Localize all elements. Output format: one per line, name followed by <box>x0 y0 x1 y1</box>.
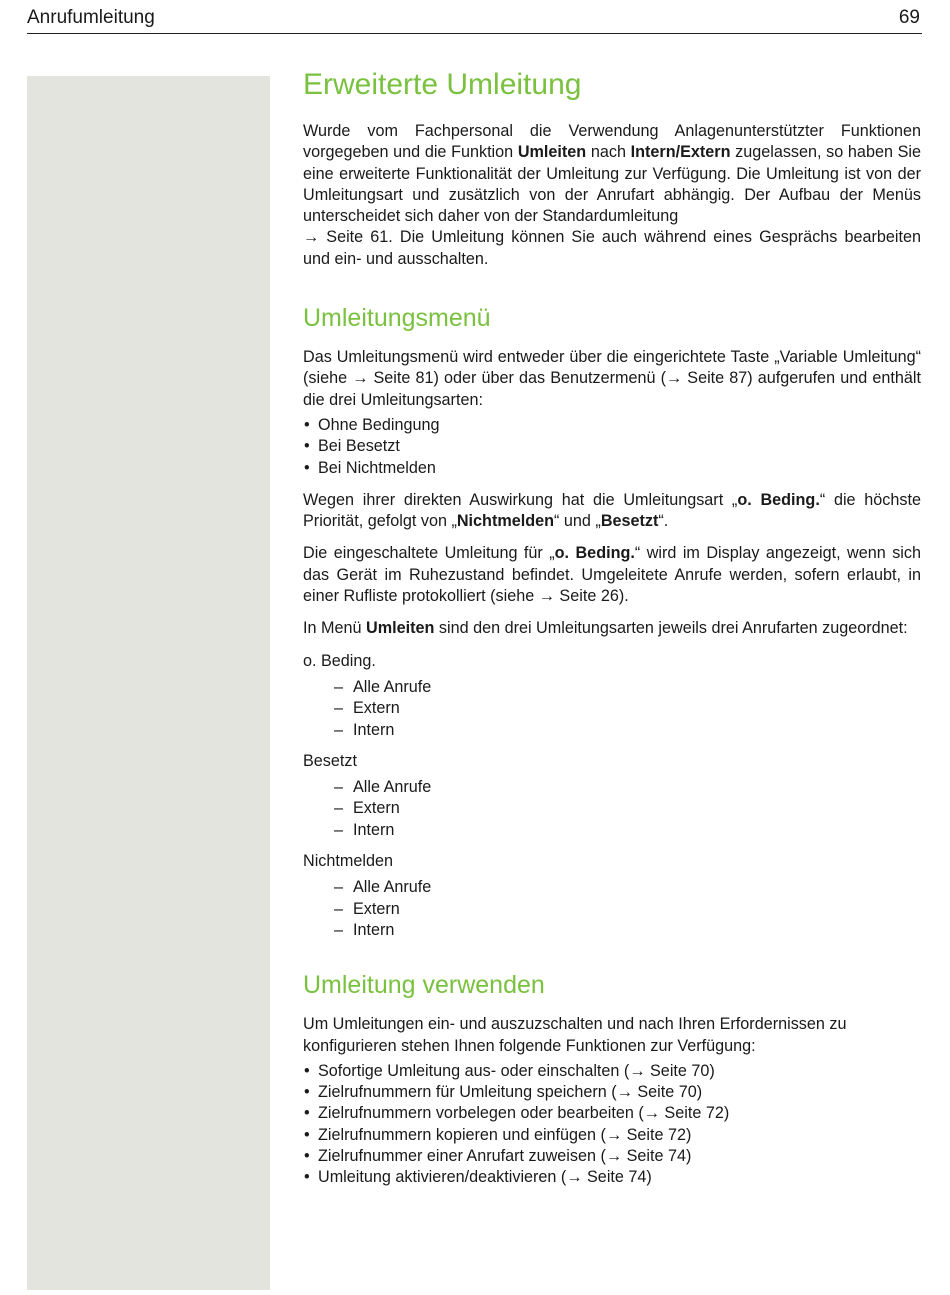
list-item: – Alle Anrufe <box>334 877 921 898</box>
list-item: • Ohne Bedingung <box>303 415 921 436</box>
page-reference-link[interactable]: → Seite 72 <box>605 1125 687 1144</box>
bold-term: o. Beding. <box>737 490 820 509</box>
closing-paren: ) <box>709 1061 715 1080</box>
bold-term: Besetzt <box>600 512 659 531</box>
paragraph-text: “. <box>658 512 669 531</box>
closing-paren: ) <box>685 1146 692 1165</box>
list-item <box>303 1061 921 1082</box>
closing-paren: ) <box>686 1125 692 1144</box>
call-types-list <box>303 777 921 841</box>
paragraph-text: sind den drei Umleitungsarten jeweils drei Anrufarten zugeordnet: <box>434 619 908 638</box>
menu-paragraph <box>303 347 921 411</box>
function-text: Zielrufnummern für Umleitung speichern ( <box>318 1083 617 1102</box>
paragraph-text: Die eingeschaltete Umleitung für „ <box>303 544 555 563</box>
list-item: – Extern <box>334 899 921 920</box>
section-heading-umleitungsmenue: Umleitungsmenü <box>303 304 491 333</box>
intro-text: Wurde vom Fachpersonal die Verwendung Anlagenunterstützter Funktionen vorgegeben und die Funktion <box>303 122 921 162</box>
page-header <box>27 6 922 34</box>
list-item <box>303 1146 921 1167</box>
list-item <box>303 1167 921 1188</box>
paragraph-text: ) oder über das Benutzermenü ( <box>433 369 666 388</box>
list-item: – Intern <box>334 720 921 741</box>
margin-sidebar <box>27 76 270 1290</box>
paragraph-text: ) aufgerufen und enthält die drei Umleitungsarten: <box>303 369 921 409</box>
page-reference-link[interactable]: → Seite 70 <box>616 1083 697 1102</box>
chapter-title: Anrufumleitung <box>27 7 155 28</box>
list-item: – Extern <box>334 798 921 819</box>
intro-text: . Die Umleitung können Sie auch während eines Gesprächs bearbeiten und ein- und ausschalten. <box>303 228 921 268</box>
intro-bold-intern-extern: Intern/Extern <box>630 143 731 162</box>
paragraph-text: ). <box>618 587 629 606</box>
section-heading-umleitung-verwenden: Umleitung verwenden <box>303 971 545 1000</box>
list-item: – Extern <box>334 698 921 719</box>
closing-paren: ) <box>646 1168 652 1187</box>
page-number: 69 <box>898 7 920 28</box>
group-label-nichtmelden: Nichtmelden <box>303 852 393 871</box>
paragraph-text: “ wird im Display angezeigt, wenn sich das Gerät im Ruhezustand befindet. Umgeleitete Anrufe werden, sofern erlaubt, in einer Rufliste protokolliert (siehe <box>303 544 921 606</box>
page-reference-link[interactable]: → Seite 70 <box>629 1061 710 1080</box>
function-text: Zielrufnummern kopieren und einfügen ( <box>318 1125 606 1144</box>
bold-term: Nichtmelden <box>456 512 555 531</box>
bold-term: o. Beding. <box>554 544 635 563</box>
page-title: Erweiterte Umleitung <box>303 68 582 101</box>
list-item: – Alle Anrufe <box>334 677 921 698</box>
functions-list <box>303 1061 921 1189</box>
list-item <box>303 1125 921 1146</box>
closing-paren: ) <box>696 1083 703 1102</box>
paragraph-text: Das Umleitungsmenü wird entweder über die eingerichtete Taste „Variable Umleitung“ (siehe <box>303 348 921 388</box>
main-content <box>303 65 921 1200</box>
paragraph-text: In Menü <box>303 619 366 638</box>
group-label-o-beding: o. Beding. <box>303 651 376 670</box>
page-reference-link[interactable]: → Seite 74 <box>605 1146 686 1165</box>
functions-intro: Um Umleitungen ein- und auszuzschalten und nach Ihren Erfordernissen zu konfigurieren stehen Ihnen folgende Funktionen zur Verfügung: <box>303 1015 847 1055</box>
paragraph-text: “ die höchste Priorität, gefolgt von „ <box>303 490 921 531</box>
intro-text: zugelassen, so haben Sie eine erweiterte Funktionalität der Umleitung zur Verfügung. Die Umleitung ist von der Umleitungsart und zusätzlich von der Anrufart abhängig. Der Aufbau der Menüs unterscheidet sich daher von der Standardumleitung <box>303 143 921 226</box>
function-text: Sofortige Umleitung aus- oder einschalten ( <box>318 1061 630 1080</box>
list-item <box>303 1103 921 1124</box>
list-item: – Intern <box>334 920 921 941</box>
menu-assignment-paragraph <box>303 618 921 639</box>
list-item: • Bei Nichtmelden <box>303 458 921 479</box>
paragraph-text: Wegen ihrer direkten Auswirkung hat die Umleitungsart „ <box>303 490 738 509</box>
list-item: – Intern <box>334 820 921 841</box>
intro-text: nach <box>586 143 631 162</box>
paragraph-text: “ und „ <box>554 512 601 531</box>
display-paragraph <box>303 543 921 607</box>
page-reference-link[interactable]: → Seite 26 <box>538 587 619 606</box>
function-text: Zielrufnummer einer Anrufart zuweisen ( <box>318 1146 606 1165</box>
function-text: Umleitung aktivieren/deaktivieren ( <box>318 1168 567 1187</box>
intro-paragraph <box>303 121 921 270</box>
page-reference-link[interactable]: → Seite 61 <box>303 228 389 247</box>
page-reference-link[interactable]: → Seite 87 <box>665 369 748 388</box>
forwarding-types-list <box>303 415 921 479</box>
closing-paren: ) <box>723 1104 730 1123</box>
call-types-list <box>303 677 921 741</box>
list-item: • Bei Besetzt <box>303 436 921 457</box>
intro-bold-umleiten: Umleiten <box>517 143 587 162</box>
call-types-list <box>303 877 921 941</box>
list-item: – Alle Anrufe <box>334 777 921 798</box>
page-reference-link[interactable]: → Seite 81 <box>352 369 434 388</box>
function-text: Zielrufnummern vorbelegen oder bearbeiten ( <box>318 1104 644 1123</box>
bold-term: Umleiten <box>366 619 435 638</box>
list-item <box>303 1082 921 1103</box>
page-reference-link[interactable]: → Seite 72 <box>643 1104 724 1123</box>
page-reference-link[interactable]: → Seite 74 <box>566 1168 647 1187</box>
priority-paragraph <box>303 490 921 533</box>
group-label-besetzt: Besetzt <box>303 751 357 770</box>
